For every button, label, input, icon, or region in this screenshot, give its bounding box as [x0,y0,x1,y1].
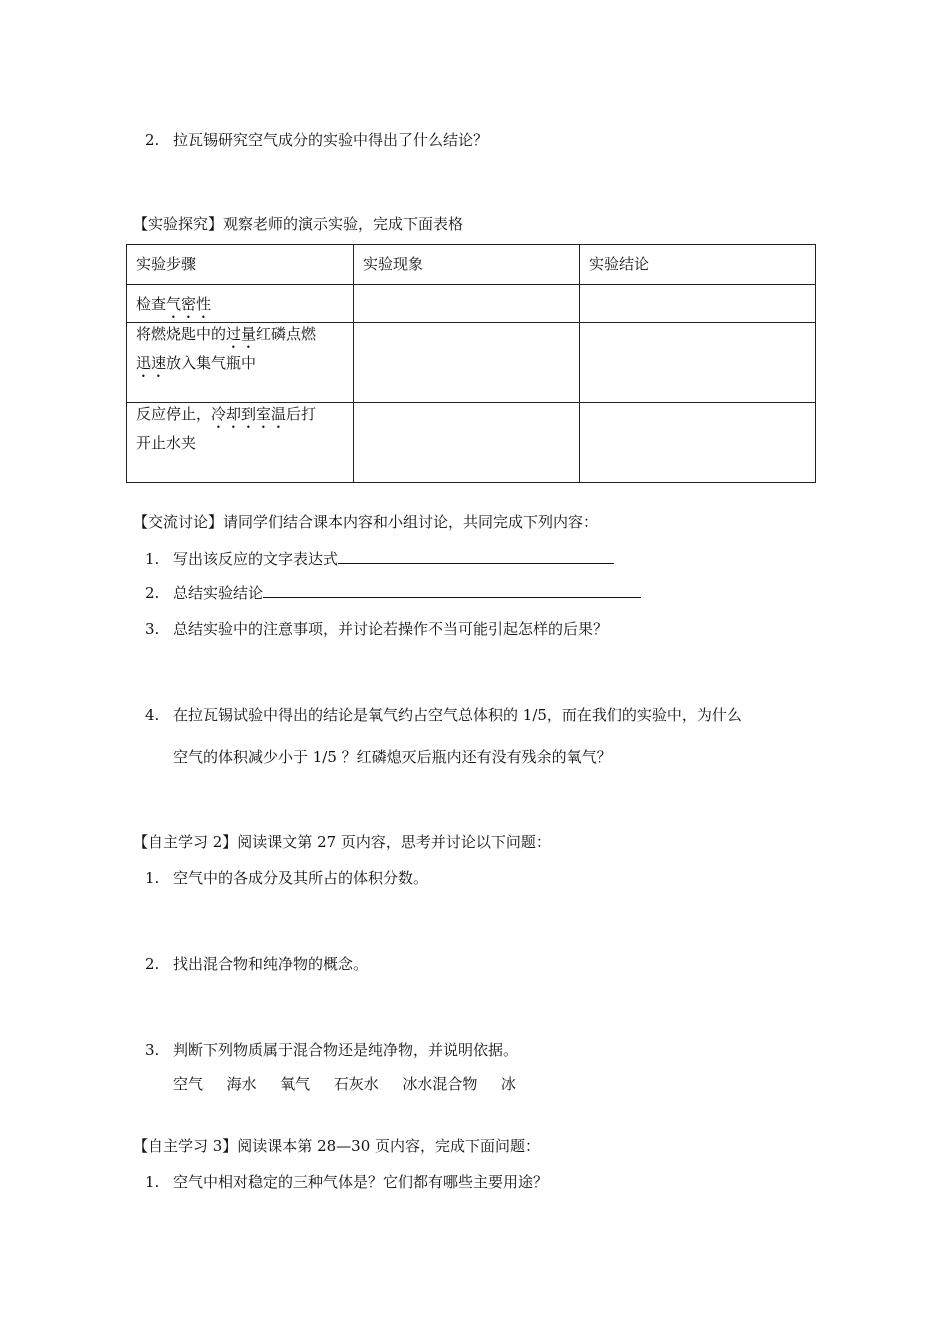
header-conclusion: 实验结论 [580,245,816,285]
emphasized-text: 过量 [226,325,257,343]
discussion-item-1: 1. 写出该反应的文字表达式 [145,548,614,569]
discussion-item-4-continued: 空气的体积减少小于 1/5 ？红磷熄灭后瓶内还有没有残余的氧气？ [173,748,612,766]
substance: 空气 [173,1075,204,1093]
conclusion-cell[interactable] [580,285,816,323]
self-study-2-item-1: 1. 空气中的各成分及其所占的体积分数。 [145,869,429,887]
substance-list [173,1073,516,1094]
answer-blank[interactable] [338,548,614,564]
substance: 海水 [226,1075,257,1093]
table-row [127,403,816,483]
emphasized-text: 气密性 [166,295,212,313]
experiment-table [126,244,816,483]
question-text: 拉瓦锡研究空气成分的实验中得出了什么结论？ [173,131,489,149]
conclusion-cell[interactable] [580,323,816,403]
substance: 石灰水 [333,1075,379,1093]
self-study-2-item-3: 3. 判断下列物质属于混合物还是纯净物，并说明依据。 [145,1041,519,1059]
step-cell: 将燃烧匙中的过量红磷点燃 迅速放入集气瓶中 [127,323,354,403]
table-header-row [127,245,816,285]
emphasized-text: 迅速 [136,354,167,372]
discussion-item-2: 2. 总结实验结论 [145,582,641,603]
question-number: 2. [145,131,160,149]
table-row [127,323,816,403]
self-study-3-item-1: 1. 空气中相对稳定的三种气体是？它们都有哪些主要用途？ [145,1173,549,1191]
substance: 冰水混合物 [402,1075,478,1093]
conclusion-cell[interactable] [580,403,816,483]
answer-blank[interactable] [263,582,641,598]
self-study-2-item-2: 2. 找出混合物和纯净物的概念。 [145,955,369,973]
step-cell: 检查气密性 [127,285,354,323]
header-phenomena: 实验现象 [354,245,580,285]
self-study-2-title: 【自主学习 2】阅读课文第 27 页内容，思考并讨论以下问题： [133,833,551,851]
phenomenon-cell[interactable] [354,403,580,483]
discussion-item-4: 4. 在拉瓦锡试验中得出的结论是氧气约占空气总体积的 1/5，而在我们的实验中，为什么 [145,706,742,724]
discussion-title: 【交流讨论】请同学们结合课本内容和小组讨论，共同完成下列内容： [133,513,599,531]
table-row [127,285,816,323]
phenomenon-cell[interactable] [354,285,580,323]
header-steps: 实验步骤 [127,245,354,285]
question-intro-2 [145,129,488,150]
experiment-section-title: 【实验探究】观察老师的演示实验，完成下面表格 [133,215,464,233]
substance: 氧气 [280,1075,311,1093]
emphasized-text: 冷却到室温 [211,405,287,423]
phenomenon-cell[interactable] [354,323,580,403]
step-cell: 反应停止，冷却到室温后打 开止水夹 [127,403,354,483]
substance: 冰 [500,1075,516,1093]
discussion-item-3: 3. 总结实验中的注意事项，并讨论若操作不当可能引起怎样的后果？ [145,620,609,638]
self-study-3-title: 【自主学习 3】阅读课本第 28—30 页内容，完成下面问题： [133,1137,541,1155]
